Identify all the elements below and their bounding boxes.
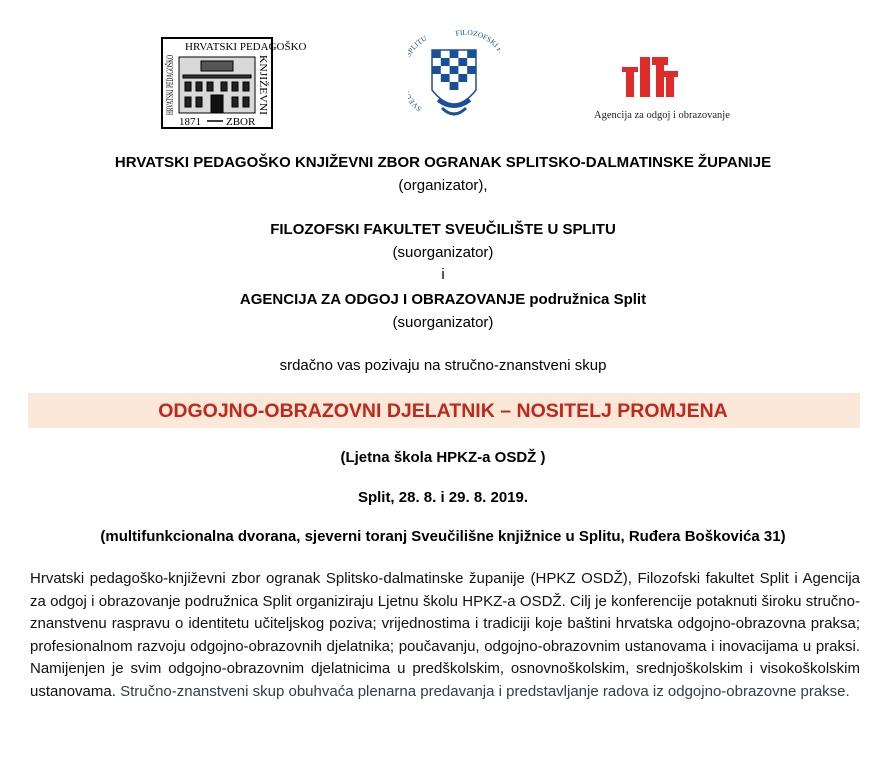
ffst-logo bbox=[408, 28, 500, 128]
organizer-3-role: (suorganizator) bbox=[392, 314, 494, 331]
organizer-1: HRVATSKI PEDAGOŠKO KNJIŽEVNI ZBOR OGRANAK SPLITSKO-DALMATINSKE ŽUPANIJE bbox=[114, 154, 772, 171]
hpkz-logo bbox=[161, 10, 307, 129]
event-subtitle: (Ljetna škola HPKZ-a OSDŽ ) bbox=[340, 449, 546, 466]
azoo-logo bbox=[594, 55, 730, 125]
description-tail: Stručno-znanstveni skup obuhvaća plenarna predavanja i predstavljanje radova iz odgojno-obrazovne prakse. bbox=[120, 682, 850, 700]
building-illustration bbox=[179, 57, 255, 113]
shield-icon bbox=[432, 50, 476, 114]
hpkz-logo-zbor: ZBOR bbox=[226, 116, 256, 128]
organizer-2: FILOZOFSKI FAKULTET SVEUČILIŠTE U SPLITU bbox=[270, 221, 616, 238]
organizer-3: AGENCIJA ZA ODGOJ I OBRAZOVANJE podružnica Split bbox=[239, 291, 647, 308]
conjunction: i bbox=[441, 266, 445, 283]
description-paragraph bbox=[30, 568, 860, 703]
azoo-caption: Agencija za odgoj i obrazovanje bbox=[594, 110, 730, 121]
hpkz-logo-year: 1871 bbox=[179, 116, 201, 128]
ffst-arc-right: FILOZOFSKI bbox=[454, 28, 500, 50]
hpkz-logo-side-text-right: KNJIŽEVNI bbox=[257, 55, 268, 107]
hpkz-logo-top-text: HRVATSKI PEDAGOŠKO bbox=[185, 41, 307, 53]
azoo-mark-icon bbox=[622, 57, 678, 97]
ffst-arc-left: SV LITU bbox=[408, 33, 429, 114]
description-main: Hrvatski pedagoško-književni zbor ogranak Splitsko-dalmatinske županije (HPKZ OSDŽ), Filozofski fakultet Split i Agencija za odgoj i obrazovanje podružnica Split organiziraju Ljetnu školu HPKZ-a OSDŽ. Cilj je konferencije potaknuti široku stručno-znanstvenu raspravu o identitetu učiteljskog poziva; vrijednostima i tradiciji koje baštini hrvatska odgojno-obrazovna praksa; profesionalnom razvoju odgojno-obrazovnih djelatnika; poučavanju, odgojno-obrazovnim ustanovama i inovacijama u praksi. Namijenjen je svim odgojno-obrazovnim djelatnicima u predškolskim, osnovnoškolskim, srednjoškolskim i visokoškolskim ustanovama. bbox=[30, 570, 860, 700]
event-date: Split, 28. 8. i 29. 8. 2019. bbox=[357, 489, 529, 506]
hpkz-logo-side-text-left: HRVATSKI PEDAGOŠKO bbox=[166, 10, 176, 115]
invitation-line: srdačno vas pozivaju na stručno-znanstveni skup bbox=[279, 357, 607, 374]
event-venue: (multifunkcionalna dvorana, sjeverni toranj Sveučilišne knjižnice u Splitu, Ruđera Boškovića 31) bbox=[100, 528, 786, 545]
organizer-1-role: (organizator), bbox=[398, 177, 488, 194]
event-title: ODGOJNO-OBRAZOVNI DJELATNIK – NOSITELJ PROMJENA bbox=[158, 400, 728, 422]
organizer-2-role: (suorganizator) bbox=[392, 244, 494, 261]
